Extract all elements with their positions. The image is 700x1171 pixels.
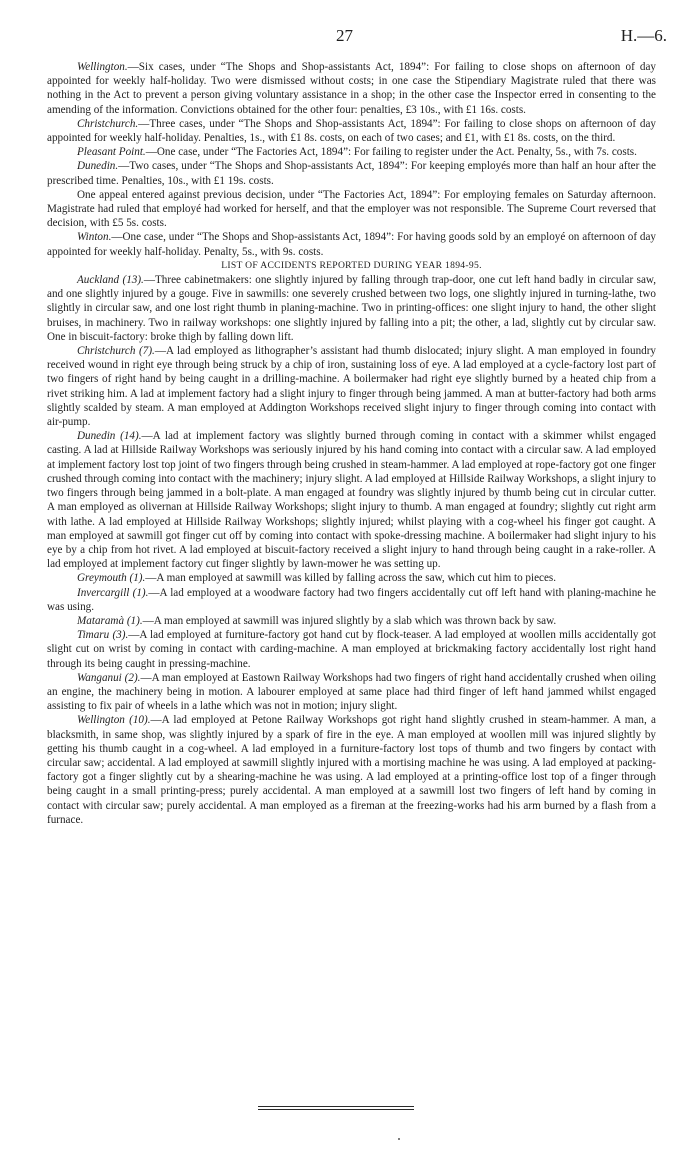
accidents-heading: LIST OF ACCIDENTS REPORTED DURING YEAR 1894-95.: [221, 259, 482, 271]
case-paragraph: [47, 60, 656, 117]
accident-paragraph: [47, 344, 656, 429]
place-name: Christchurch.: [77, 117, 139, 130]
case-text: —Six cases, under “The Shops and Shop-assistants Act, 1894”: For failing to close shops on afternoon of day appointed for weekly half-holiday. Two were dismissed without costs; in one case the Stipendiary Magistrate ruled that there was nothing in the Act to prevent a person giving voluntary assistance in a shop; in the other case the Inspector erred in consenting to the amending of the information. Convictions obtained for the other four: penalties, £3 10s., with £1 16s. costs.: [47, 61, 656, 116]
place-name: Wanganui (2).: [77, 671, 141, 684]
accident-paragraph: [47, 628, 656, 671]
printer-mark: [398, 1138, 400, 1140]
case-paragraph: [47, 230, 656, 258]
accident-paragraph: [47, 571, 656, 585]
case-text: —Three cases, under “The Shops and Shop-assistants Act, 1894”: For failing to close shops on afternoon of day appointed for weekly half-holiday. Penalties, 1s., with £1 8s. costs, on each of two cases; and £1, with £1 8s. costs, on the third.: [47, 117, 656, 145]
rule-line: [258, 1109, 414, 1110]
place-name: Winton.: [77, 231, 112, 244]
closing-rule: [0, 1106, 700, 1116]
accident-text: —A lad at implement factory was slightly burned through coming in contact with a skimmer whilst engaged casting. A lad at Hillside Railway Workshops was seriously injured by his hand coming into contact with a circular saw. A lad employed at implement factory lost top joint of two fingers through being crushed in steam-hammer. A lad employed at rope-factory got one finger crushed through coming into contact with the machinery; injury slight. A lad employed at Hillside Railway Workshops, a slight injury to two fingers through being jammed in a bolt-plate. A man engaged at foundry was slightly injured by thumb being cut in circular cutter. A man employed as olivernan at Hillside Railway Workshops; slight injury to thumb. A man engaged at foundry; slightly cut right arm with lathe. A lad employed at Hillside Railway Workshops; slightly injured; whilst playing with a cog-wheel his finger got caught. A man employed at sawmill got finger cut off by coming into contact with spoke-dressing machine. A boilermaker had slight injury to his eye by a chip from hot rivet. A lad employed at biscuit-factory received a slight injury to hand through being caught in a rake-roller. A lad employed at implement factory cut finger slightly by lawn-mower he was setting up.: [47, 430, 656, 571]
place-name: Dunedin (14).: [77, 430, 142, 443]
place-name: Pleasant Point.: [77, 146, 146, 159]
place-name: Christchurch (7).: [77, 345, 155, 358]
page-number: 27: [336, 26, 353, 45]
place-name: Mataramà (1).: [77, 614, 143, 627]
accident-paragraph: [47, 614, 656, 628]
case-paragraph: [47, 145, 656, 159]
accident-paragraph: [47, 671, 656, 714]
case-paragraph: [47, 159, 656, 187]
case-text: —One case, under “The Factories Act, 1894”: For failing to register under the Act. Penalty, 5s., with 7s. costs.: [145, 146, 637, 159]
accident-text: —A lad employed at Petone Railway Workshops got right hand slightly crushed in steam-hammer. A man, a blacksmith, in same shop, was slightly injured by a spark of fire in the eye. A man employed at woollen mill was injured slightly by getting his thumb caught in a cog-wheel. A lad employed in a furniture-factory lost tops of thumb and two fingers by contact with circular saw; accidental. A lad employed at sawmill slightly injured with a mortising machine he was using. A lad employed at packing-factory got a finger slightly cut by a shearing-machine he was using. A lad employed at a printing-office lost top of a finger through being caught in a small printing-press; purely accidental. A man employed at a sawmill lost two fingers of left hand by coming in contact with circular saw; purely accidental. A man employed as a fireman at the freezing-works had his arm burned by a flash from a furnace.: [47, 714, 656, 826]
accident-text: —A lad employed as lithographer’s assistant had thumb dislocated; injury slight. A man employed in foundry received wound in right eye through being struck by a chip of iron, sustaining loss of eye. A lad employed at a cycle-factory lost part of two fingers of right hand by being caught in a drilling-machine. A boilermaker had right eye slightly burned by a heated chip from a rivet striking him. A lad at implement factory had a slight injury to finger through being jammed. A man at butter-factory had both arms slightly scalded by steam. A man employed at Addington Workshops received slight injury to finger through coming into contact with air-pump.: [47, 345, 656, 429]
place-name: Wellington.: [77, 61, 128, 73]
accident-text: —A man employed at sawmill was killed by falling across the saw, which cut him to pieces.: [145, 572, 557, 585]
accident-paragraph: [47, 429, 656, 571]
case-text: One appeal entered against previous decision, under “The Factories Act, 1894”: For employing females on Saturday afternoon. Magistrate had ruled that employé had worked for herself, and that the employer was not responsible. The Supreme Court reversed that decision, with £5 5s. costs.: [47, 188, 656, 230]
case-text: —One case, under “The Shops and Shop-assistants Act, 1894”: For having goods sold by an employé on afternoon of day appointed for weekly half-holiday. Penalty, 5s., with 9s. costs.: [47, 231, 656, 258]
rule-line: [258, 1106, 414, 1107]
accident-text: —A man employed at sawmill was injured slightly by a slab which was thrown back by saw.: [142, 614, 557, 627]
page-content: [47, 60, 656, 827]
accident-paragraph: [47, 586, 656, 614]
accident-text: —A man employed at Eastown Railway Workshops had two fingers of right hand accidentally crushed when oiling an engine, the machinery being in motion. A labourer employed at same place had third finger of left hand jammed whilst engaged assisting to fix pair of wheels in a lathe which was not in motion; injury slight.: [47, 671, 656, 713]
place-name: Auckland (13).: [77, 274, 144, 287]
case-text: —Two cases, under “The Shops and Shop-assistants Act, 1894”: For keeping employés more than half an hour after the prescribed time. Penalties, 10s., with £1 19s. costs.: [47, 160, 656, 187]
accident-text: —Three cabinetmakers: one slightly injured by falling through trap-door, one cut left hand badly in circular saw, and one slightly injured by a gouge. Five in sawmills: one severely crushed between two logs, one slightly injured in turning-lathe, two slightly in circular saw, and one lost right thumb in planing-machine. Two in printing-offices: one slight injury to hand, the other slight bruises, in machinery. Two in railway workshops: one slightly injured by falling into a pit; the other, a lad, slightly cut by circular saw. One in biscuit-factory: broke thigh by falling down lift.: [47, 274, 656, 343]
accident-text: —A lad employed at a woodware factory had two fingers accidentally cut off left hand with planing-machine he was using.: [47, 586, 656, 613]
case-paragraph: [47, 188, 656, 231]
place-name: Greymouth (1).: [77, 572, 146, 585]
accident-text: —A lad employed at furniture-factory got hand cut by flock-teaser. A lad employed at woollen mills accidentally got slight cut on wrist by coming in contact with carding-machine. A man employed at brickmaking factory accidentally lost right hand through its being caught in pressing-machine.: [47, 629, 656, 670]
document-series: H.—6.: [620, 26, 667, 45]
accident-paragraph: [47, 273, 656, 344]
place-name: Timaru (3).: [77, 629, 129, 642]
page-header: [0, 26, 700, 48]
place-name: Invercargill (1).: [77, 586, 149, 599]
place-name: Wellington (10).: [77, 714, 151, 727]
accident-paragraph: [47, 713, 656, 827]
case-paragraph: [47, 117, 656, 145]
place-name: Dunedin.: [77, 160, 119, 173]
